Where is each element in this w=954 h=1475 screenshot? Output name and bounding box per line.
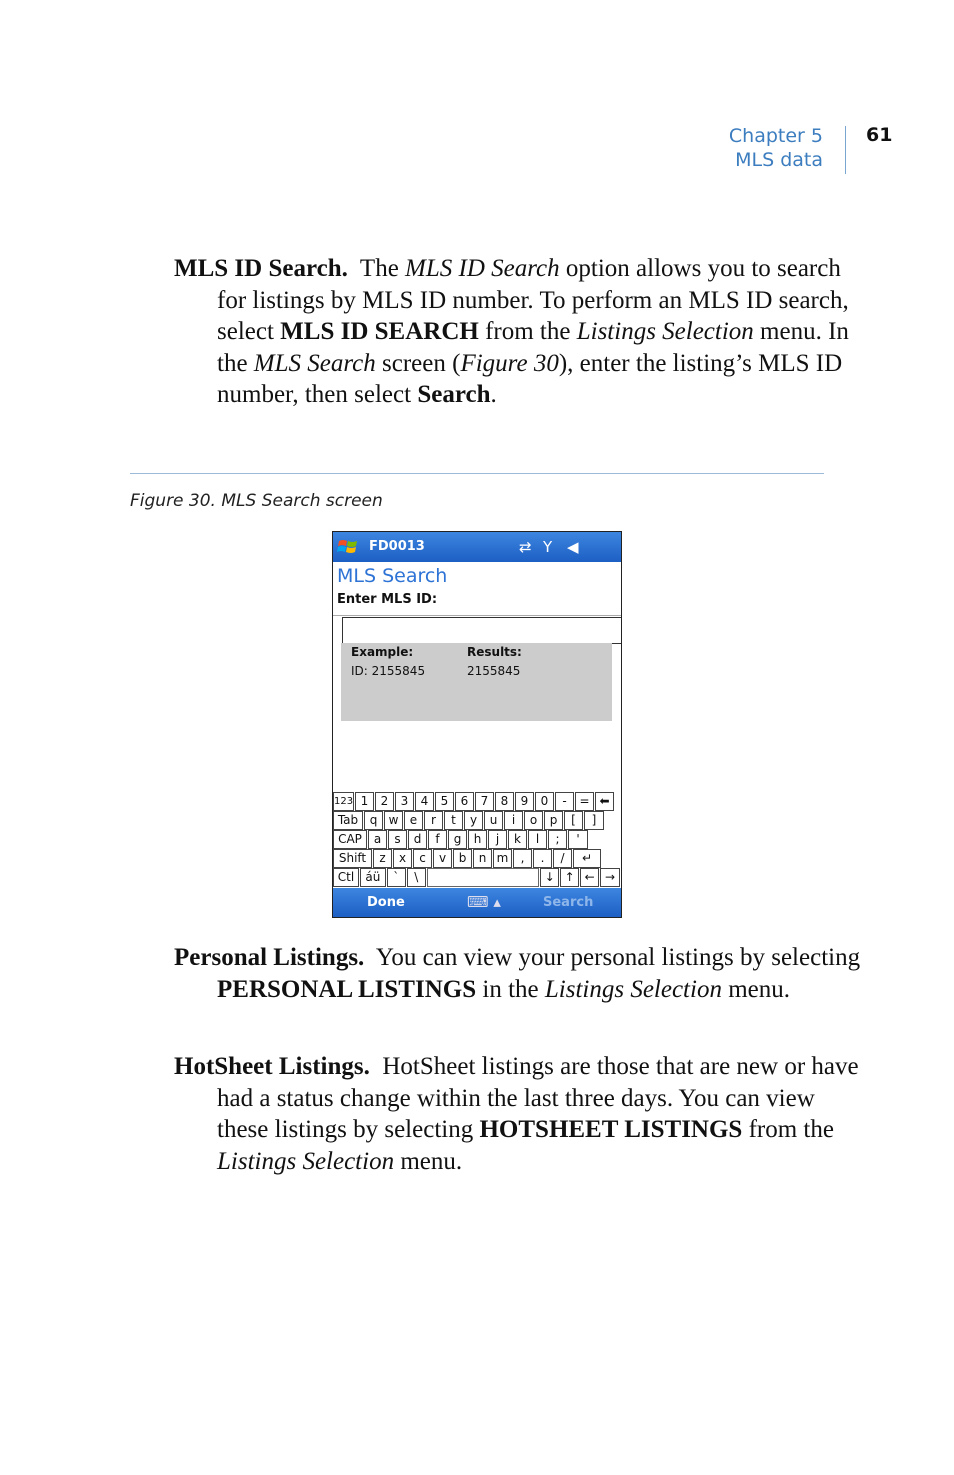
device-screenshot: [332, 531, 622, 918]
paragraph-mls-id-search: [174, 253, 867, 411]
page-number: 61: [866, 124, 893, 146]
key-o[interactable]: o: [524, 811, 543, 830]
key-accents[interactable]: áü: [360, 868, 386, 887]
text: from the: [742, 1116, 834, 1143]
italic-term: MLS ID Search: [405, 255, 560, 282]
key-j[interactable]: j: [488, 830, 507, 849]
key-backslash[interactable]: \: [407, 868, 426, 887]
key-8[interactable]: 8: [495, 792, 514, 811]
key-e[interactable]: e: [404, 811, 423, 830]
keyboard-row-home: [333, 830, 621, 849]
key-q[interactable]: q: [364, 811, 383, 830]
chapter-label: Chapter 5: [728, 125, 823, 147]
text: menu. In the: [217, 318, 849, 377]
key-t[interactable]: t: [444, 811, 463, 830]
running-header: [729, 124, 823, 172]
text: option allows you to search for listings by MLS ID number. To perform an MLS ID search, select: [217, 255, 849, 345]
key-5[interactable]: 5: [435, 792, 454, 811]
key-s[interactable]: s: [388, 830, 407, 849]
key-l[interactable]: l: [528, 830, 547, 849]
italic-term: Listings Selection: [217, 1147, 395, 1175]
enter-icon[interactable]: ↵: [573, 849, 601, 868]
example-header: Example:: [351, 645, 414, 659]
key-equals[interactable]: =: [575, 792, 594, 811]
key-0[interactable]: 0: [535, 792, 554, 811]
key-1[interactable]: 1: [355, 792, 374, 811]
key-tab[interactable]: Tab: [333, 811, 363, 830]
paragraph-personal-listings: [174, 942, 867, 1005]
windows-start-icon[interactable]: [337, 536, 359, 558]
text: HotSheet listings are those that are new or have had a status change within the last three days. You can view these listings by selecting: [217, 1053, 859, 1143]
key-r[interactable]: r: [424, 811, 443, 830]
paragraph-hotsheet-listings: [174, 1051, 867, 1177]
key-123[interactable]: 123: [333, 792, 354, 811]
mls-id-label: Enter MLS ID:: [337, 592, 438, 607]
key-p[interactable]: p: [544, 811, 563, 830]
key-z[interactable]: z: [373, 849, 392, 868]
key-3[interactable]: 3: [395, 792, 414, 811]
softkey-bar: [333, 888, 621, 917]
key-i[interactable]: i: [504, 811, 523, 830]
figure-reference: Figure 30: [460, 349, 559, 377]
results-header: Results:: [467, 645, 522, 659]
keyboard-row-numbers: [333, 792, 621, 811]
key-h[interactable]: h: [468, 830, 487, 849]
search-softkey[interactable]: Search: [543, 895, 594, 910]
title-bar: [333, 532, 621, 562]
signal-icon[interactable]: Y: [543, 538, 553, 556]
key-slash[interactable]: /: [553, 849, 572, 868]
keyboard-row-qwerty: [333, 811, 621, 830]
text: .: [490, 381, 497, 408]
section-label: MLS data: [735, 149, 823, 171]
text: ), enter the listing’s MLS ID number, then select: [217, 349, 843, 408]
screen-title: MLS Search: [337, 565, 448, 587]
up-arrow-icon[interactable]: ↑: [560, 868, 579, 887]
key-ctrl[interactable]: Ctl: [333, 868, 359, 887]
backspace-icon[interactable]: ⬅: [595, 792, 614, 811]
key-y[interactable]: y: [464, 811, 483, 830]
key-backtick[interactable]: `: [387, 868, 406, 887]
key-period[interactable]: .: [533, 849, 552, 868]
figure-divider: [130, 473, 824, 474]
term-heading: HotSheet Listings.: [174, 1053, 370, 1080]
key-k[interactable]: k: [508, 830, 527, 849]
key-right-bracket[interactable]: ]: [584, 811, 604, 830]
keyboard-row-controls: [333, 868, 621, 887]
key-v[interactable]: v: [433, 849, 452, 868]
key-apostrophe[interactable]: ': [568, 830, 588, 849]
key-caps[interactable]: CAP: [333, 830, 367, 849]
bold-term: MLS ID SEARCH: [280, 318, 479, 345]
key-u[interactable]: u: [484, 811, 503, 830]
text: menu.: [721, 975, 790, 1003]
soft-keyboard: [333, 792, 621, 887]
key-n[interactable]: n: [473, 849, 492, 868]
mls-id-input[interactable]: [342, 617, 622, 644]
italic-term: Listings Selection: [544, 975, 722, 1003]
bold-term: PERSONAL LISTINGS: [217, 975, 477, 1003]
text: in the: [476, 975, 545, 1003]
key-4[interactable]: 4: [415, 792, 434, 811]
key-comma[interactable]: ,: [513, 849, 532, 868]
text: menu.: [394, 1147, 463, 1175]
bold-term: HOTSHEET LISTINGS: [479, 1116, 743, 1143]
key-m[interactable]: m: [493, 849, 512, 868]
title-separator: [333, 615, 621, 616]
keyboard-icon[interactable]: ⌨ ▴: [467, 893, 501, 911]
results-value: 2155845: [467, 664, 521, 678]
term-heading: MLS ID Search.: [174, 255, 348, 282]
key-6[interactable]: 6: [455, 792, 474, 811]
sync-icon[interactable]: ⇄: [519, 538, 532, 556]
right-arrow-icon[interactable]: →: [600, 868, 620, 887]
term-heading: Personal Listings.: [174, 944, 365, 971]
figure-caption: Figure 30. MLS Search screen: [130, 491, 383, 511]
key-minus[interactable]: -: [555, 792, 574, 811]
key-shift[interactable]: Shift: [333, 849, 372, 868]
example-panel: [341, 643, 612, 721]
keyboard-row-bottom: [333, 849, 621, 868]
key-a[interactable]: a: [368, 830, 387, 849]
header-divider: [845, 126, 846, 174]
key-left-bracket[interactable]: [: [564, 811, 583, 830]
down-arrow-icon[interactable]: ↓: [540, 868, 559, 887]
key-b[interactable]: b: [453, 849, 472, 868]
key-semicolon[interactable]: ;: [548, 830, 567, 849]
device-title: FD0013: [369, 539, 425, 554]
text: You can view your personal listings by selecting: [375, 944, 861, 971]
key-d[interactable]: d: [408, 830, 427, 849]
text: screen (: [375, 349, 461, 377]
key-g[interactable]: g: [448, 830, 467, 849]
key-c[interactable]: c: [413, 849, 432, 868]
done-softkey[interactable]: Done: [367, 895, 405, 910]
example-value: ID: 2155845: [351, 664, 426, 678]
italic-term: MLS Search: [253, 349, 376, 377]
key-x[interactable]: x: [393, 849, 412, 868]
text: The: [359, 255, 406, 282]
key-space[interactable]: [427, 868, 540, 887]
left-arrow-icon[interactable]: ←: [580, 868, 599, 887]
key-7[interactable]: 7: [475, 792, 494, 811]
italic-term: Listings Selection: [576, 318, 754, 345]
key-f[interactable]: f: [428, 830, 447, 849]
bold-term: Search: [417, 381, 491, 408]
key-2[interactable]: 2: [375, 792, 394, 811]
text: from the: [478, 318, 577, 345]
speaker-icon[interactable]: ◀︎: [567, 538, 579, 556]
key-9[interactable]: 9: [515, 792, 534, 811]
key-w[interactable]: w: [384, 811, 403, 830]
